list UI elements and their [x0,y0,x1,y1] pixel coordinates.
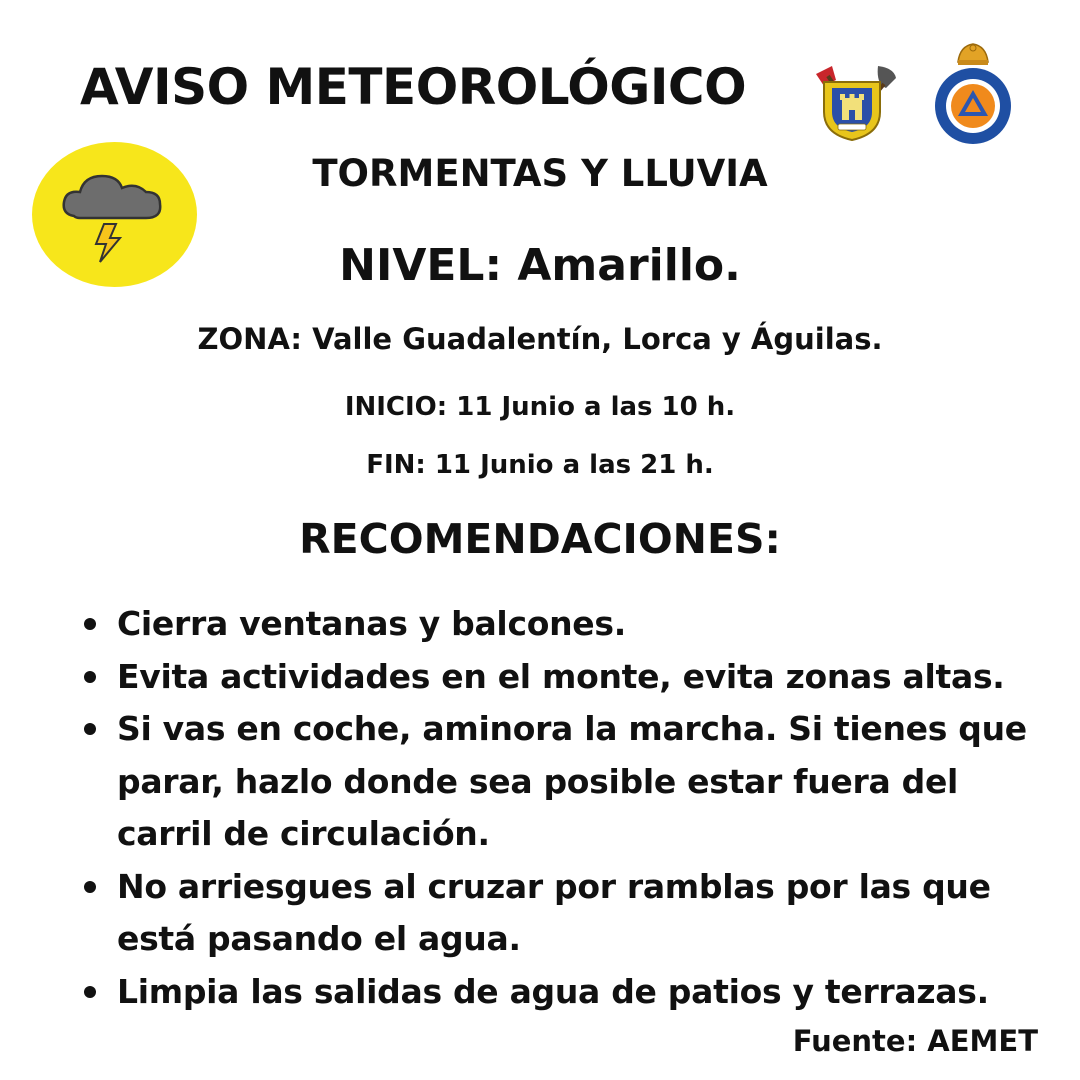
list-item: Limpia las salidas de agua de patios y terrazas. [82,966,1042,1019]
source-credit: Fuente: AEMET [792,1024,1038,1058]
warning-subtitle: TORMENTAS Y LLUVIA [312,152,768,195]
emergency-service-emblem-icon [802,62,902,142]
list-item: Evita actividades en el monte, evita zonas altas. [82,651,1042,704]
recommendations-list [82,598,1042,1018]
list-item: Cierra ventanas y balcones. [82,598,1042,651]
warning-end: FIN: 11 Junio a las 21 h. [366,450,714,480]
warning-level: NIVEL: Amarillo. [339,240,741,291]
recommendations-heading: RECOMENDACIONES: [299,515,781,563]
warning-zone: ZONA: Valle Guadalentín, Lorca y Águilas. [197,322,883,356]
proteccion-civil-emblem-icon [930,42,1016,146]
warning-start: INICIO: 11 Junio a las 10 h. [344,392,736,422]
list-item: Si vas en coche, aminora la marcha. Si tienes que parar, hazlo donde sea posible estar fuera del carril de circulación. [82,703,1042,861]
list-item: No arriesgues al cruzar por ramblas por las que está pasando el agua. [82,861,1042,966]
page-title: AVISO METEOROLÓGICO [80,58,747,116]
